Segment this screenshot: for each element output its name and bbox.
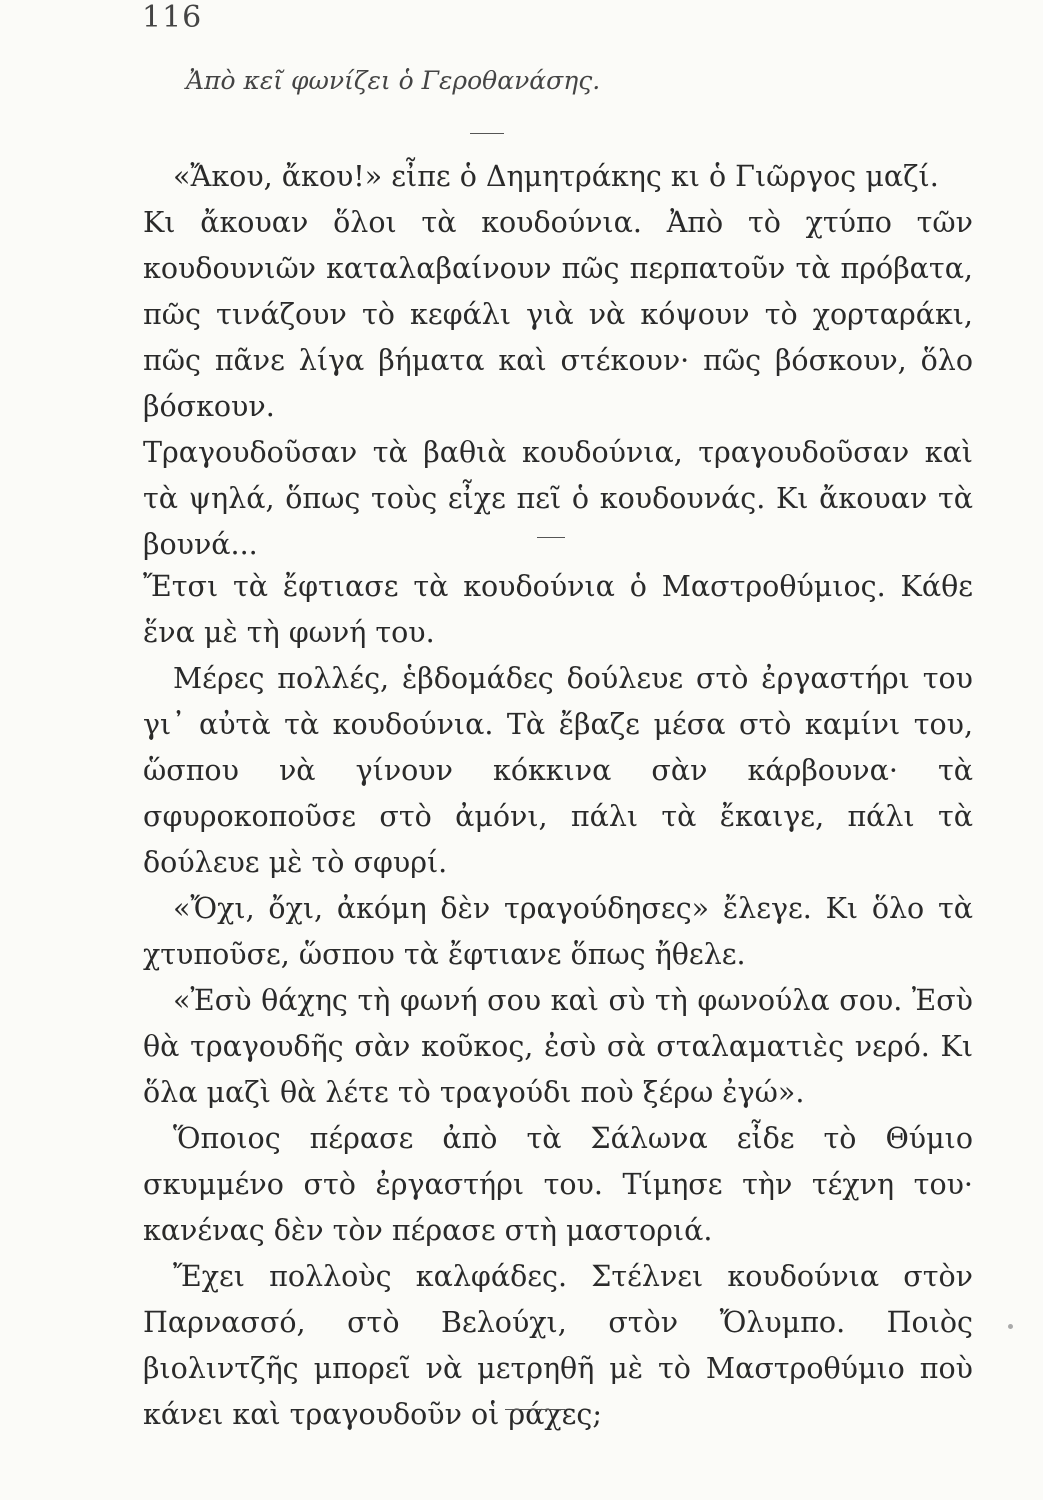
paragraph: «Ὄχι, ὄχι, ἀκόμη δὲν τραγούδησες» ἔλεγε. Κι ὅλο τὰ χτυποῦσε, ὥσπου τὰ ἔφτιανε ὅπως ἤθελε. [143, 892, 973, 971]
paragraph: Τραγουδοῦσαν τὰ βαθιὰ κουδούνια, τραγουδοῦσαν καὶ τὰ ψηλά, ὅπως τοὺς εἶχε πεῖ ὁ κουδουνάς. Κι ἄκουαν τὰ βουνά... [143, 436, 973, 561]
section-divider [537, 537, 565, 538]
ink-speck [1008, 1324, 1013, 1329]
paragraph: «Ἐσὺ θάχης τὴ φωνή σου καὶ σὺ τὴ φωνούλα σου. Ἐσὺ θὰ τραγουδῆς σὰν κοῦκος, ἐσὺ σὰ σταλαματιὲς νερό. Κι ὅλα μαζὶ θὰ λέτε τὸ τραγούδι ποὺ ξέρω ἐγώ». [143, 984, 973, 1109]
section-divider [470, 133, 504, 134]
paragraph: Ἔτσι τὰ ἔφτιασε τὰ κουδούνια ὁ Μαστροθύμιος. Κάθε ἕνα μὲ τὴ φωνή του. [143, 570, 973, 649]
paragraph: Μέρες πολλές, ἑβδομάδες δούλευε στὸ ἐργαστήρι του γι᾽ αὐτὰ τὰ κουδούνια. Τὰ ἔβαζε μέσα στὸ καμίνι του, ὥσπου νὰ γίνουν κόκκινα σὰν κάρβουνα· τὰ σφυροκοποῦσε στὸ ἀμόνι, πάλι τὰ ἔκαιγε, πάλι τὰ δούλευε μὲ τὸ σφυρί. [143, 662, 973, 879]
paragraph: «Ἄκου, ἄκου!» εἶπε ὁ Δημητράκης κι ὁ Γιῶργος μαζί. [173, 160, 939, 193]
end-divider [505, 1409, 565, 1410]
paragraph: Ὅποιος πέρασε ἀπὸ τὰ Σάλωνα εἶδε τὸ Θύμιο σκυμμένο στὸ ἐργαστήρι του. Τίμησε τὴν τέχνη του· κανένας δὲν τὸν πέρασε στὴ μαστοριά. [143, 1122, 973, 1247]
page-number: 116 [142, 0, 203, 35]
text-block-2 [143, 564, 973, 1438]
running-head: Ἀπὸ κεῖ φωνίζει ὁ Γεροθανάσης. [186, 66, 601, 95]
text-block-1 [143, 154, 973, 568]
paragraph: Κι ἄκουαν ὅλοι τὰ κουδούνια. Ἀπὸ τὸ χτύπο τῶν κουδουνιῶν καταλαβαίνουν πῶς περπατοῦν τὰ πρόβατα, πῶς τινάζουν τὸ κεφάλι γιὰ νὰ κόψουν τὸ χορταράκι, πῶς πᾶνε λίγα βήματα καὶ στέκουν· πῶς βόσκουν, ὅλο βόσκουν. [143, 206, 973, 423]
paragraph: Ἔχει πολλοὺς καλφάδες. Στέλνει κουδούνια στὸν Παρνασσό, στὸ Βελούχι, στὸν Ὄλυμπο. Ποιὸς βιολιντζῆς μπορεῖ νὰ μετρηθῆ μὲ τὸ Μαστροθύμιο ποὺ κάνει καὶ τραγουδοῦν οἱ ράχες; [143, 1260, 973, 1431]
